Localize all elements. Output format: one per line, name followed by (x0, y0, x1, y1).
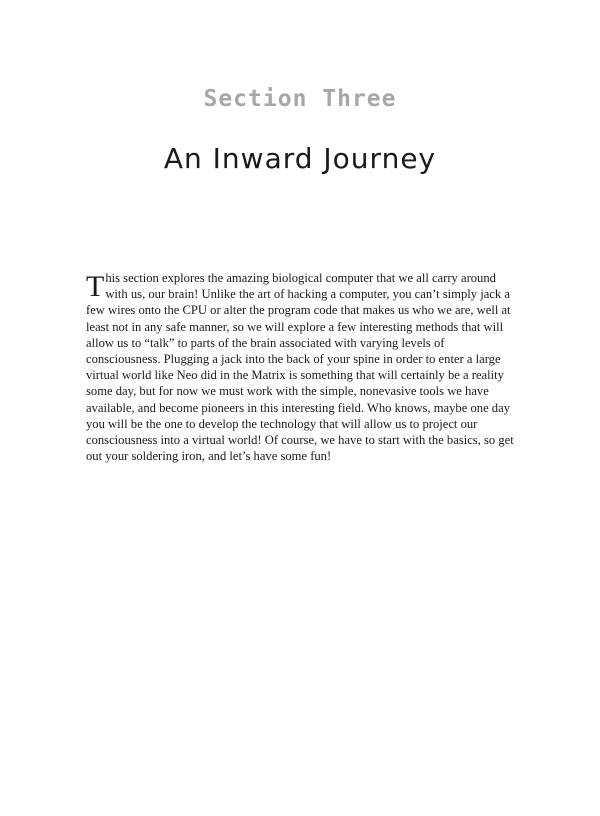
drop-cap: T (86, 270, 105, 303)
intro-paragraph-text: his section explores the amazing biological computer that we all carry around with us, our brain! Unlike the art of hacking a computer, you can’t simply jack a few wires onto the CPU or alter the program code that makes us who we are, well at least not in any safe manner, so we will explore a few interesting methods that will allow us to “talk” to parts of the brain associated with varying levels of consciousness. Plugging a jack into the back of your spine in order to enter a large virtual world like Neo did in the Matrix is something that will certainly be a reality some day, but for now we must work with the simple, nonevasive tools we have available, and become pioneers in this interesting field. Who knows, maybe one day you will be the one to develop the technology that will allow us to project our consciousness into a virtual world! Of course, we have to start with the basics, so get out your soldering iron, and let’s have some fun! (86, 271, 514, 464)
intro-paragraph (86, 270, 518, 464)
section-label: Section Three (203, 86, 397, 112)
chapter-title: An Inward Journey (163, 142, 437, 175)
